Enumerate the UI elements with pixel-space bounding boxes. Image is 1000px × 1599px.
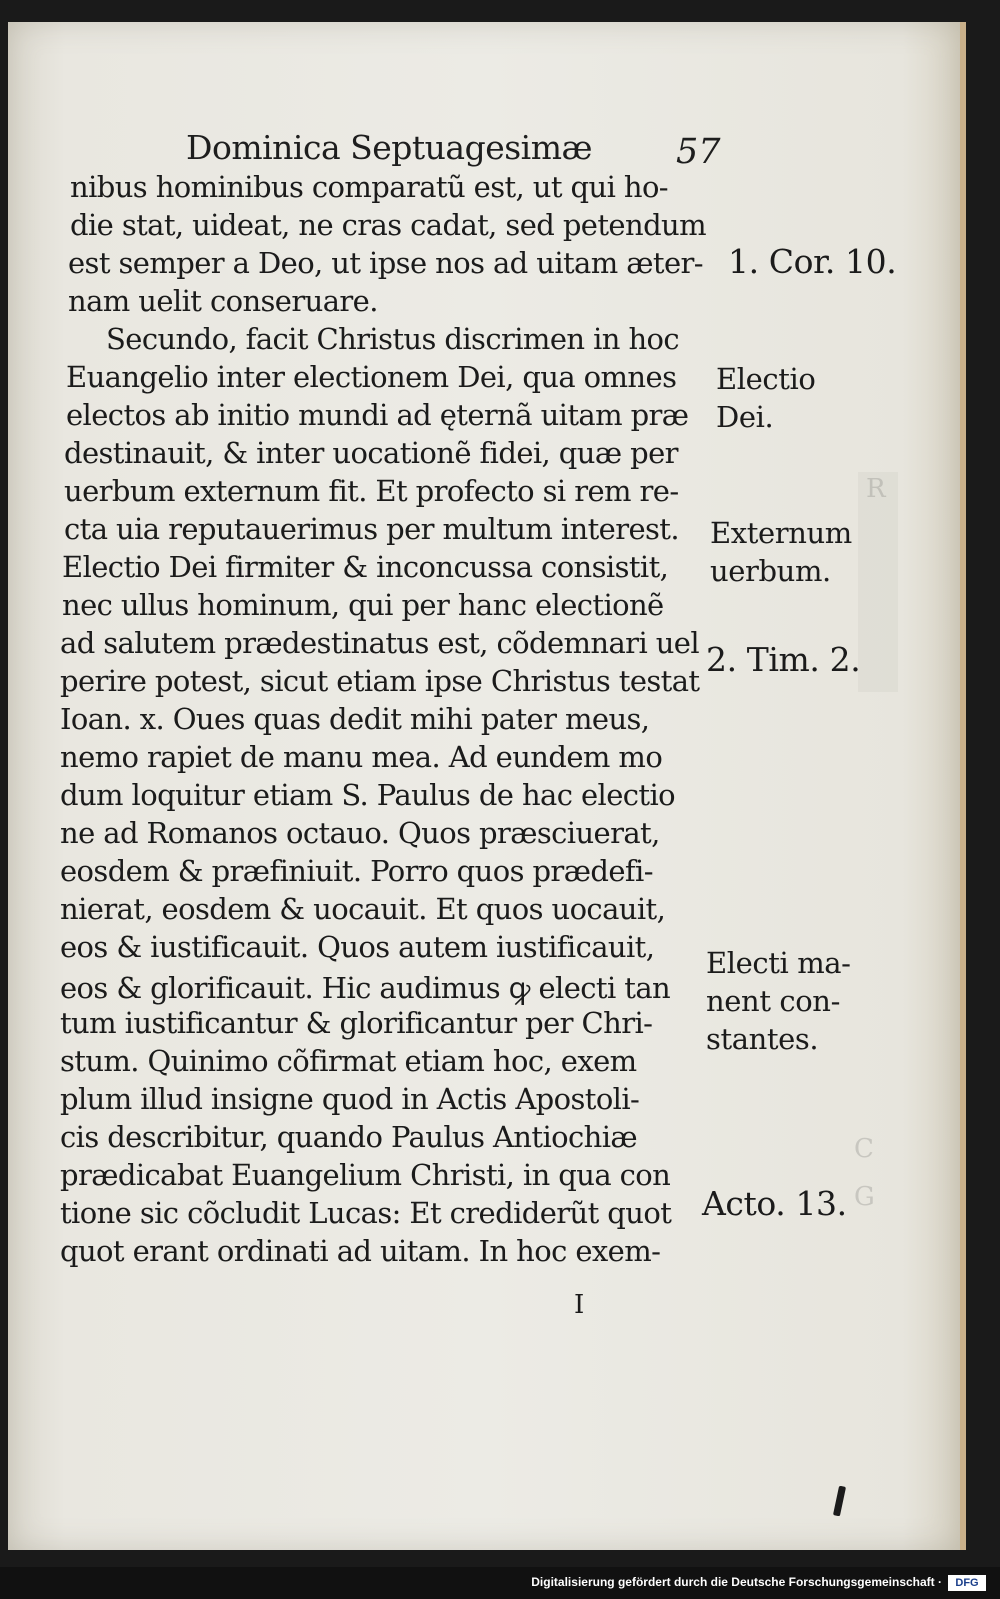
body-line: dum loquitur etiam S. Paulus de hac electio [60,778,676,812]
body-line: eos & glorificauit. Hic audimus ꝙ electi tan [60,971,671,1005]
ink-mark [833,1486,846,1517]
body-line: electos ab initio mundi ad ęternã uitam præ [66,398,689,432]
body-line: nierat, eosdem & uocauit. Et quos uocauit, [60,892,666,926]
book-page [8,22,966,1550]
margin-note: stantes. [706,1022,819,1056]
body-line: ne ad Romanos octauo. Quos præsciuerat, [60,816,660,850]
bleed-through-shadow [858,472,898,692]
margin-note: 1. Cor. 10. [728,242,897,281]
body-line: nam uelit conseruare. [68,284,378,318]
body-line: perire potest, sicut etiam ipse Christus testat [60,664,700,698]
body-line: ad salutem prædestinatus est, cõdemnari uel [60,626,700,660]
body-line: est semper a Deo, ut ipse nos ad uitam æter- [68,246,703,280]
body-line: destinauit, & inter uocationẽ fidei, quæ per [64,436,678,470]
signature-mark: I [574,1290,585,1320]
body-line: eos & iustificauit. Quos autem iustificauit, [60,930,655,964]
body-line: prædicabat Euangelium Christi, in qua con [60,1158,671,1192]
bleed-through-text: R [866,474,886,504]
bleed-through-text: C [854,1134,874,1164]
body-line: nemo rapiet de manu mea. Ad eundem mo [60,740,663,774]
margin-note: nent con- [706,984,840,1018]
running-title: Dominica Septuagesimæ [186,128,593,167]
body-line: Euangelio inter electionem Dei, qua omnes [66,360,677,394]
body-line: plum illud insigne quod in Actis Apostoli- [60,1082,640,1116]
body-line: tione sic cõcludit Lucas: Et crediderũt quot [60,1196,672,1230]
margin-note: Externum [710,516,852,550]
body-line: uerbum externum fit. Et profecto si rem re- [64,474,679,508]
bleed-through-text: G [854,1182,875,1212]
body-line: nibus hominibus comparatũ est, ut qui ho- [70,170,669,204]
body-line: cta uia reputauerimus per multum interest. [64,512,679,546]
margin-note: Electio [716,362,816,396]
body-line: nec ullus hominum, qui per hanc electionẽ [62,588,664,622]
body-line: Secundo, facit Christus discrimen in hoc [106,322,680,356]
margin-note: Electi ma- [706,946,851,980]
body-line: stum. Quinimo cõfirmat etiam hoc, exem [60,1044,637,1078]
footer-bar [0,1567,1000,1599]
body-line: quot erant ordinati ad uitam. In hoc exem- [60,1234,661,1268]
body-line: Electio Dei firmiter & inconcussa consistit, [62,550,669,584]
margin-note: uerbum. [710,554,831,588]
body-line: die stat, uideat, ne cras cadat, sed petendum [70,208,707,242]
body-line: eosdem & præfiniuit. Porro quos prædefi- [60,854,653,888]
dfg-logo: DFG [948,1575,986,1591]
margin-note: Acto. 13. [702,1184,847,1223]
margin-note: Dei. [716,400,774,434]
body-line: tum iustificantur & glorificantur per Chri- [60,1006,653,1040]
margin-note: 2. Tim. 2. [706,640,861,679]
page-number: 57 [676,132,721,172]
body-line: cis describitur, quando Paulus Antiochiæ [60,1120,638,1154]
footer-credit: Digitalisierung gefördert durch die Deutsche Forschungsgemeinschaft · [531,1575,942,1589]
body-line: Ioan. x. Oues quas dedit mihi pater meus, [60,702,650,736]
